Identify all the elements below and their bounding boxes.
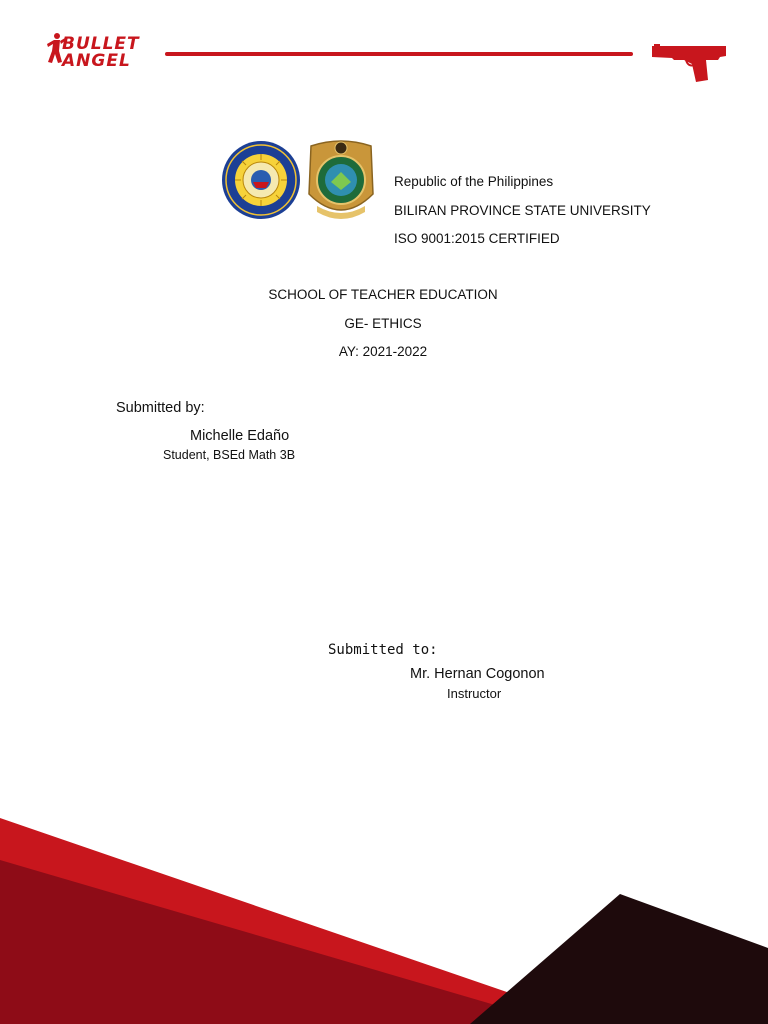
- submitted-by-label: Submitted by:: [116, 400, 205, 416]
- ste-seal: [305, 136, 377, 222]
- university-name: BILIRAN PROVINCE STATE UNIVERSITY: [394, 202, 651, 218]
- instructor-role: Instructor: [447, 686, 502, 701]
- bullet-angel-logo: [46, 32, 156, 74]
- instructor-name: Mr. Hernan Cogonon: [410, 666, 545, 682]
- university-info: [394, 168, 651, 254]
- school-name: SCHOOL OF TEACHER EDUCATION: [268, 287, 498, 302]
- logo-line-2: ANGEL: [62, 51, 131, 71]
- course-info: [0, 281, 766, 367]
- footer-decoration: [0, 818, 768, 1024]
- subject-name: GE- ETHICS: [344, 315, 422, 331]
- bpsu-seal: [220, 140, 302, 220]
- academic-year: AY: 2021-2022: [338, 344, 428, 359]
- footer-maroon-band: [470, 894, 768, 1024]
- student-role: Student, BSEd Math 3B: [163, 448, 296, 462]
- student-name: Michelle Edaño: [190, 428, 290, 444]
- pistol-icon: [650, 42, 730, 84]
- certification-line: ISO 9001:2015 CERTIFIED: [394, 231, 560, 246]
- header-divider: [165, 52, 633, 56]
- submitted-to-label: Submitted to:: [328, 642, 438, 658]
- logo-line-1: BULLET: [62, 34, 140, 54]
- country-line: Republic of the Philippines: [394, 174, 554, 189]
- logo-text: [62, 36, 140, 70]
